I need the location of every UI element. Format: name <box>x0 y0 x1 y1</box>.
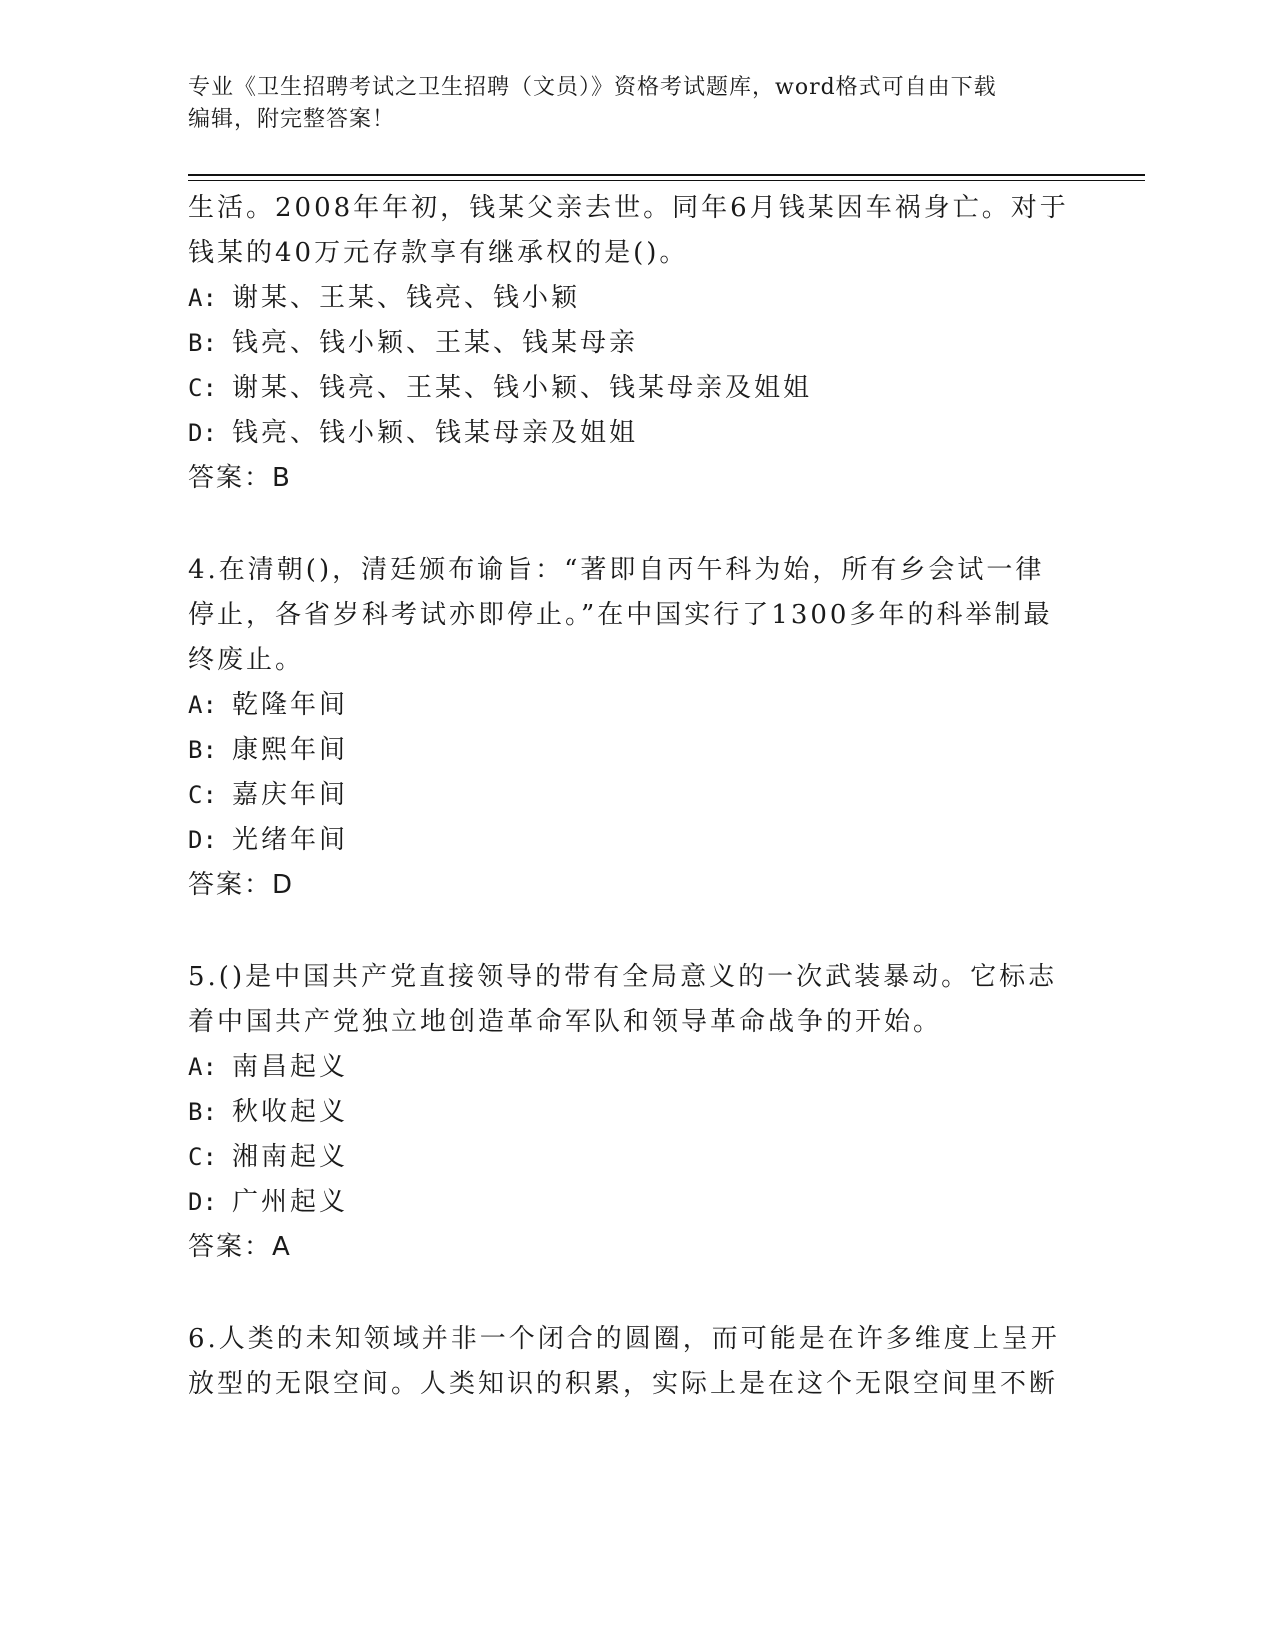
option-text: 钱亮、钱小颖、王某、钱某母亲 <box>232 328 639 358</box>
question-5-answer: 答案：A <box>188 1232 292 1262</box>
option-text: 湘南起义 <box>232 1142 349 1172</box>
question-4-stem-line-1: 4.在清朝()，清廷颁布谕旨：“著即自丙午科为始，所有乡会试一律 <box>188 555 1045 585</box>
option-letter: B: <box>188 329 217 357</box>
option-letter: D: <box>188 419 217 447</box>
question-3-option-c <box>188 366 1088 411</box>
spacer <box>188 1270 1088 1317</box>
option-text: 钱亮、钱小颖、钱某母亲及姐姐 <box>232 418 639 448</box>
question-3-option-d <box>188 411 1088 456</box>
header-divider-thick <box>188 174 1145 176</box>
question-6-stem-line-1: 6.人类的未知领域并非一个闭合的圆圈，而可能是在许多维度上呈开 <box>188 1324 1060 1354</box>
header-line-1: 专业《卫生招聘考试之卫生招聘（文员）》资格考试题库，word格式可自由下载 <box>188 75 997 100</box>
question-4-option-a <box>188 683 1088 728</box>
option-letter: B: <box>188 736 217 764</box>
header-line-2: 编辑，附完整答案！ <box>188 107 396 132</box>
question-3-option-a <box>188 276 1088 321</box>
question-5-option-b <box>188 1090 1088 1135</box>
question-list <box>188 186 1088 1407</box>
question-4-answer: 答案：D <box>188 870 295 900</box>
page-header <box>188 72 1068 136</box>
option-letter: C: <box>188 1143 217 1171</box>
option-text: 谢某、王某、钱亮、钱小颖 <box>232 283 581 313</box>
question-3-stem-line-1: 生活。2008年年初，钱某父亲去世。同年6月钱某因车祸身亡。对于 <box>188 193 1069 223</box>
option-letter: A: <box>188 1053 217 1081</box>
question-4-option-d <box>188 818 1088 863</box>
option-text: 谢某、钱亮、王某、钱小颖、钱某母亲及姐姐 <box>232 373 813 403</box>
option-letter: A: <box>188 284 217 312</box>
question-4-option-b <box>188 728 1088 773</box>
question-5 <box>188 955 1088 1270</box>
question-6-stem-line-2: 放型的无限空间。人类知识的积累，实际上是在这个无限空间里不断 <box>188 1369 1059 1399</box>
question-5-stem-line-1: 5.()是中国共产党直接领导的带有全局意义的一次武装暴动。它标志 <box>188 962 1058 992</box>
question-3-answer: 答案：B <box>188 463 292 493</box>
option-text: 康熙年间 <box>232 735 349 765</box>
option-text: 南昌起义 <box>232 1052 349 1082</box>
option-letter: A: <box>188 691 217 719</box>
question-4 <box>188 548 1088 908</box>
option-text: 乾隆年间 <box>232 690 349 720</box>
option-letter: D: <box>188 826 217 854</box>
option-text: 广州起义 <box>232 1187 349 1217</box>
question-6 <box>188 1317 1088 1407</box>
question-3-option-b <box>188 321 1088 366</box>
option-letter: C: <box>188 374 217 402</box>
question-4-option-c <box>188 773 1088 818</box>
option-letter: D: <box>188 1188 217 1216</box>
question-4-stem-line-3: 终废止。 <box>188 645 305 675</box>
option-text: 光绪年间 <box>232 825 349 855</box>
question-3 <box>188 186 1088 501</box>
question-5-stem-line-2: 着中国共产党独立地创造革命军队和领导革命战争的开始。 <box>188 1007 943 1037</box>
question-5-option-c <box>188 1135 1088 1180</box>
option-letter: B: <box>188 1098 217 1126</box>
question-3-stem-line-2: 钱某的40万元存款享有继承权的是()。 <box>188 238 689 268</box>
question-5-option-a <box>188 1045 1088 1090</box>
spacer <box>188 908 1088 955</box>
header-divider-thin <box>188 180 1145 181</box>
question-4-stem-line-2: 停止，各省岁科考试亦即停止。”在中国实行了1300多年的科举制最 <box>188 600 1053 630</box>
option-text: 秋收起义 <box>232 1097 349 1127</box>
option-text: 嘉庆年间 <box>232 780 349 810</box>
question-5-option-d <box>188 1180 1088 1225</box>
spacer <box>188 501 1088 548</box>
option-letter: C: <box>188 781 217 809</box>
